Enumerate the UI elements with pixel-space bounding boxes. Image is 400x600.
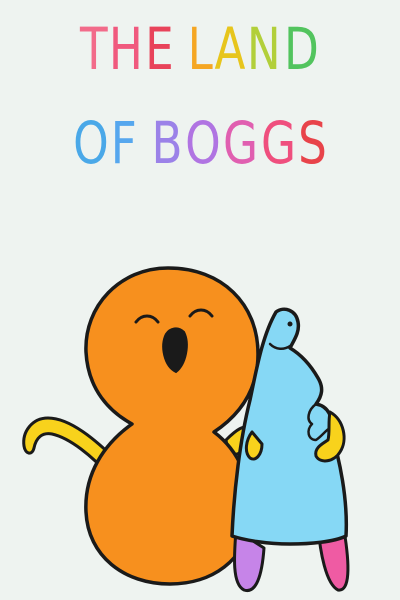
title-letter: T — [79, 15, 109, 83]
blue-bogg-eye — [288, 322, 293, 327]
title-letter: N — [247, 15, 282, 83]
title-letter: E — [144, 15, 175, 83]
title-letter: F — [110, 109, 138, 177]
title-letter: G — [261, 109, 298, 177]
title-letter: B — [151, 109, 184, 177]
title-letter: S — [298, 109, 328, 177]
title-letter: A — [214, 15, 246, 83]
title-letter: H — [108, 15, 144, 83]
title-letter: O — [184, 109, 222, 177]
title-letter: D — [283, 15, 320, 83]
title-letter: O — [73, 109, 110, 177]
title-letter: L — [187, 15, 214, 83]
title-letter: G — [223, 109, 260, 177]
